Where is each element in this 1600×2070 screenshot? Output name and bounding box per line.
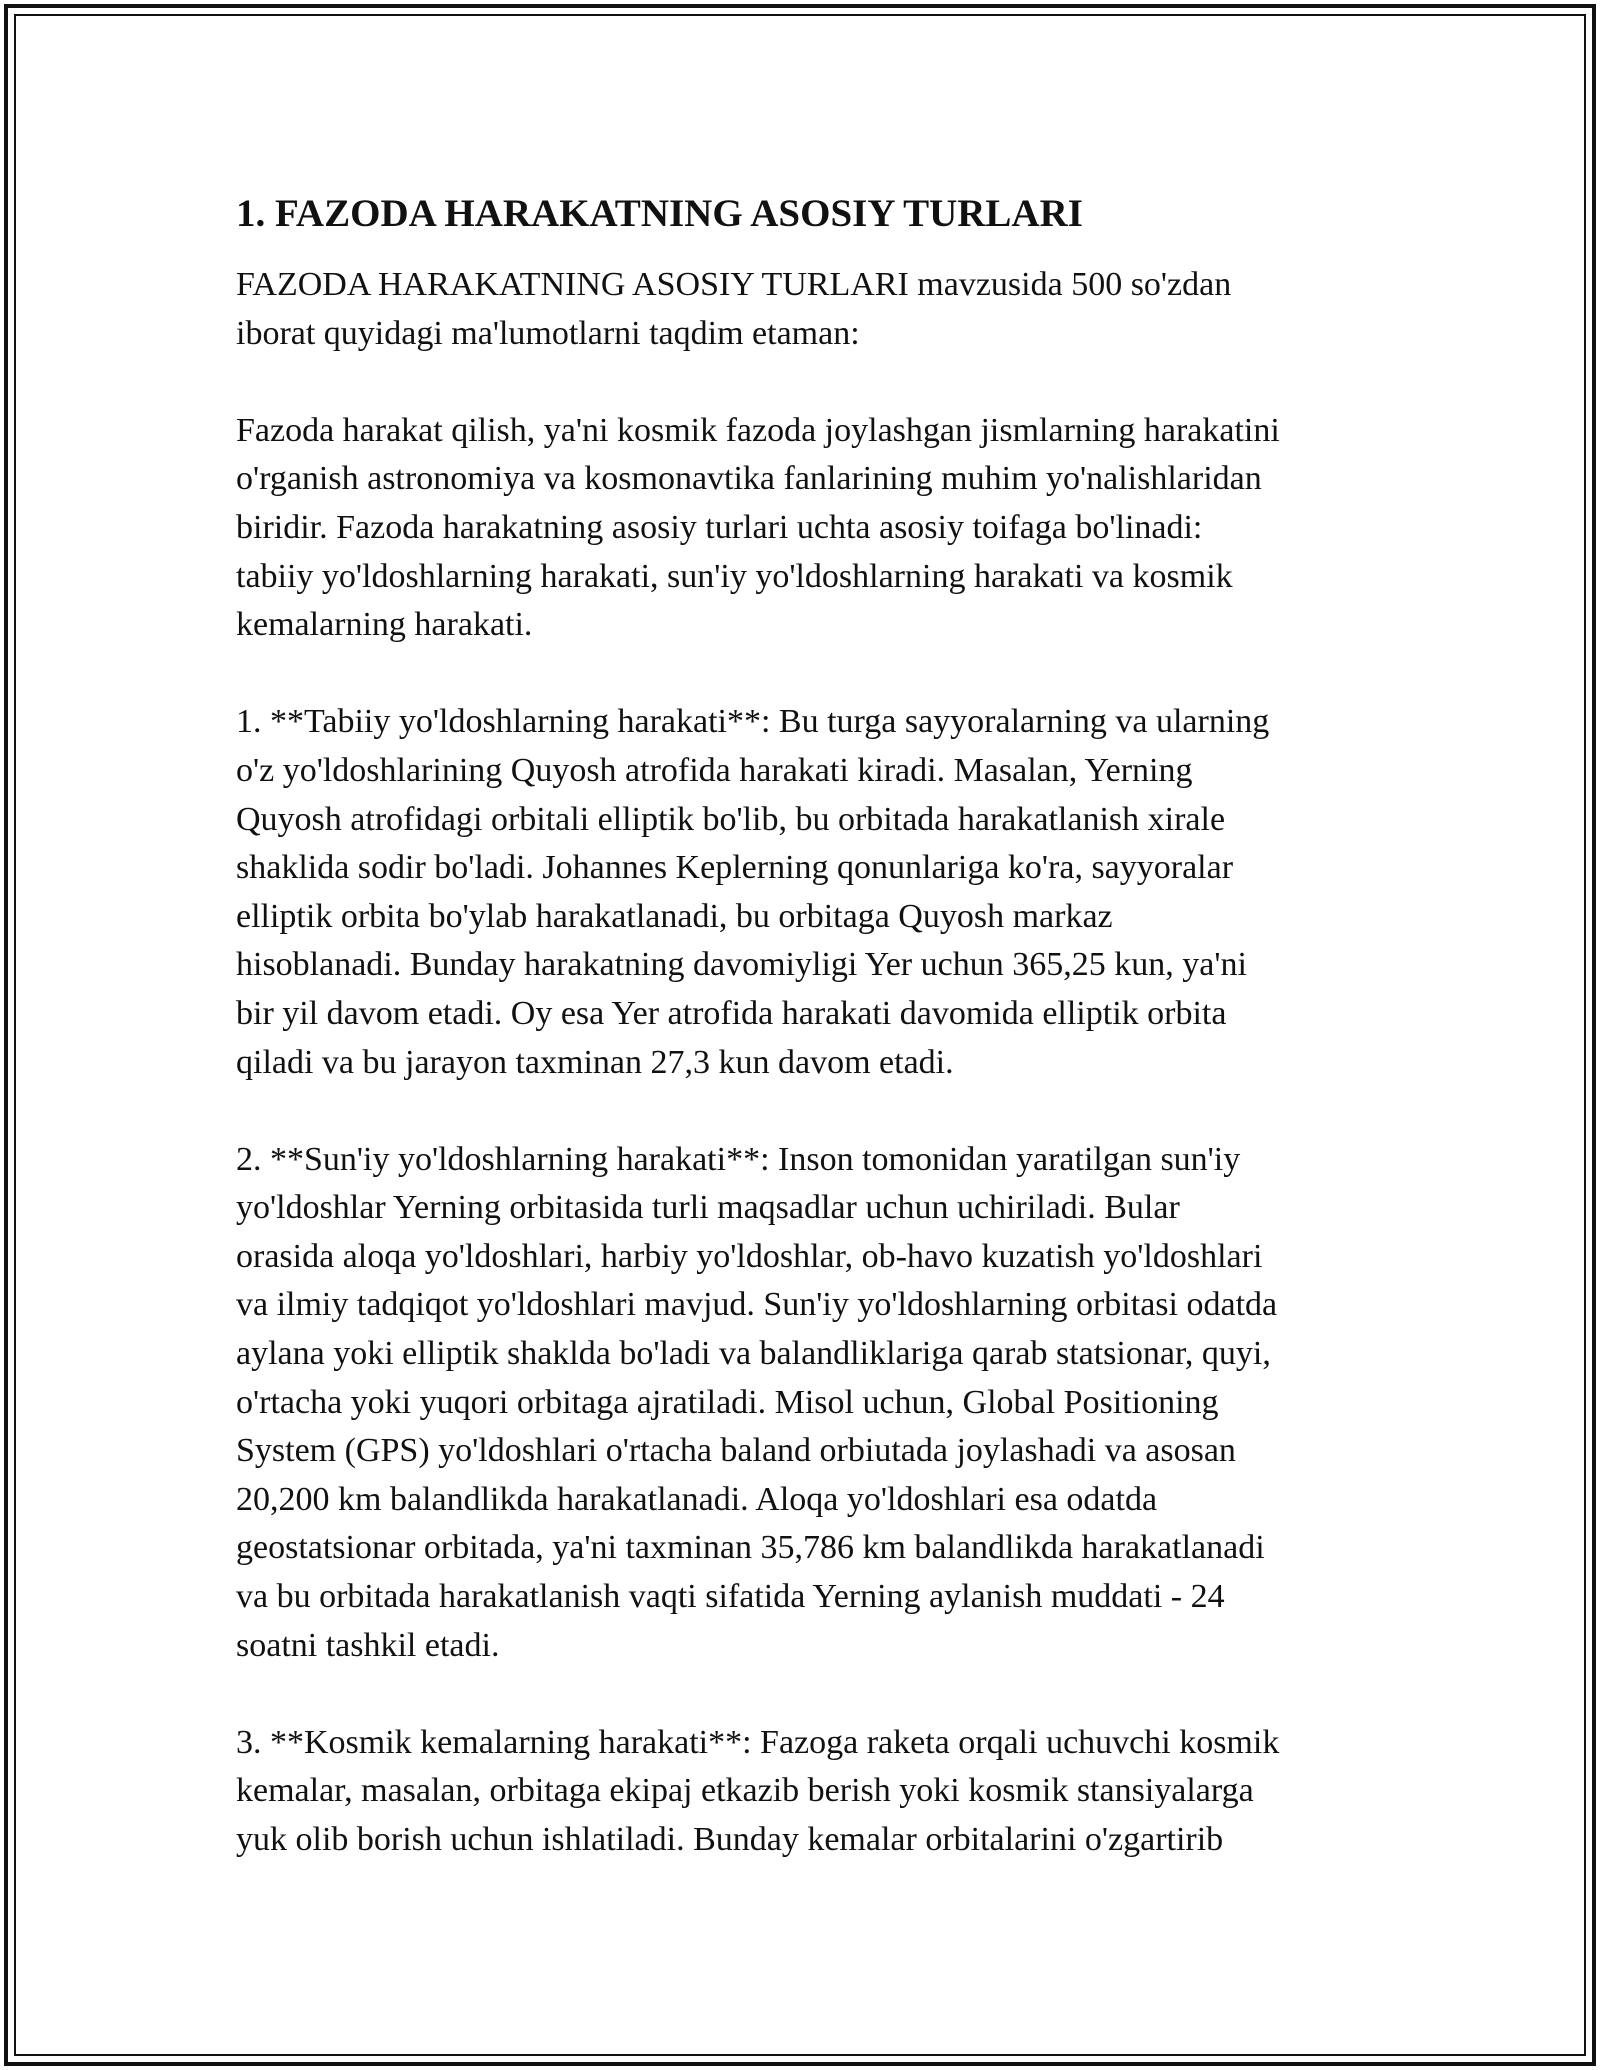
spacecraft-paragraph: 3. **Kosmik kemalarning harakati**: Fazoga raketa orqali uchuvchi kosmik kemalar, masalan, orbitaga ekipaj etkazib berish yoki kosmik stansiyalarga yuk olib borish uchun ishlatiladi. Bunday kemalar orbitalarini o'zgartirib	[236, 1723, 1280, 1858]
document-body	[236, 185, 1376, 1865]
intro-paragraph: FAZODA HARAKATNING ASOSIY TURLARI mavzusida 500 so'zdan iborat quyidagi ma'lumotlarni taqdim etaman:	[236, 266, 1232, 352]
overview-paragraph: Fazoda harakat qilish, ya'ni kosmik fazoda joylashgan jismlarning harakatini o'rganish astronomiya va kosmonavtika fanlarining muhim yo'nalishlaridan biridir. Fazoda harakatning asosiy turlari uchta asosiy toifaga bo'linadi: tabiiy yo'ldoshlarning harakati, sun'iy yo'ldoshlarning harakati va kosmik kemalarning harakati.	[236, 411, 1280, 644]
artificial-satellites-paragraph: 2. **Sun'iy yo'ldoshlarning harakati**: Inson tomonidan yaratilgan sun'iy yo'ldoshlar Yerning orbitasida turli maqsadlar uchun uchiriladi. Bular orasida aloqa yo'ldoshlari, harbiy yo'ldoshlar, ob-havo kuzatish yo'ldoshlari va ilmiy tadqiqot yo'ldoshlari mavjud. Sun'iy yo'ldoshlarning orbitasi odatda aylana yoki elliptik shaklda bo'ladi va balandliklariga qarab statsionar, quyi, o'rtacha yoki yuqori orbitaga ajratiladi. Misol uchun, Global Positioning System (GPS) yo'ldoshlari o'rtacha baland orbiutada joylashadi va asosan 20,200 km balandlikda harakatlanadi. Aloqa yo'ldoshlari esa odatda geostatsionar orbitada, ya'ni taxminan 35,786 km balandlikda harakatlanadi va bu orbitada harakatlanish vaqti sifatida Yerning aylanish muddati - 24 soatni tashkil etadi.	[236, 1140, 1278, 1664]
document-title: 1. FAZODA HARAKATNING ASOSIY TURLARI	[236, 192, 1083, 235]
natural-satellites-paragraph: 1. **Tabiiy yo'ldoshlarning harakati**: Bu turga sayyoralarning va ularning o'z yo'ldoshlarining Quyosh atrofida harakati kiradi. Masalan, Yerning Quyosh atrofidagi orbitali elliptik bo'lib, bu orbitada harakatlanish xirale shaklida sodir bo'ladi. Johannes Keplerning qonunlariga ko'ra, sayyoralar elliptik orbita bo'ylab harakatlanadi, bu orbitaga Quyosh markaz hisoblanadi. Bunday harakatning davomiyligi Yer uchun 365,25 kun, ya'ni bir yil davom etadi. Oy esa Yer atrofida harakati davomida elliptik orbita qiladi va bu jarayon taxminan 27,3 kun davom etadi.	[236, 703, 1270, 1081]
